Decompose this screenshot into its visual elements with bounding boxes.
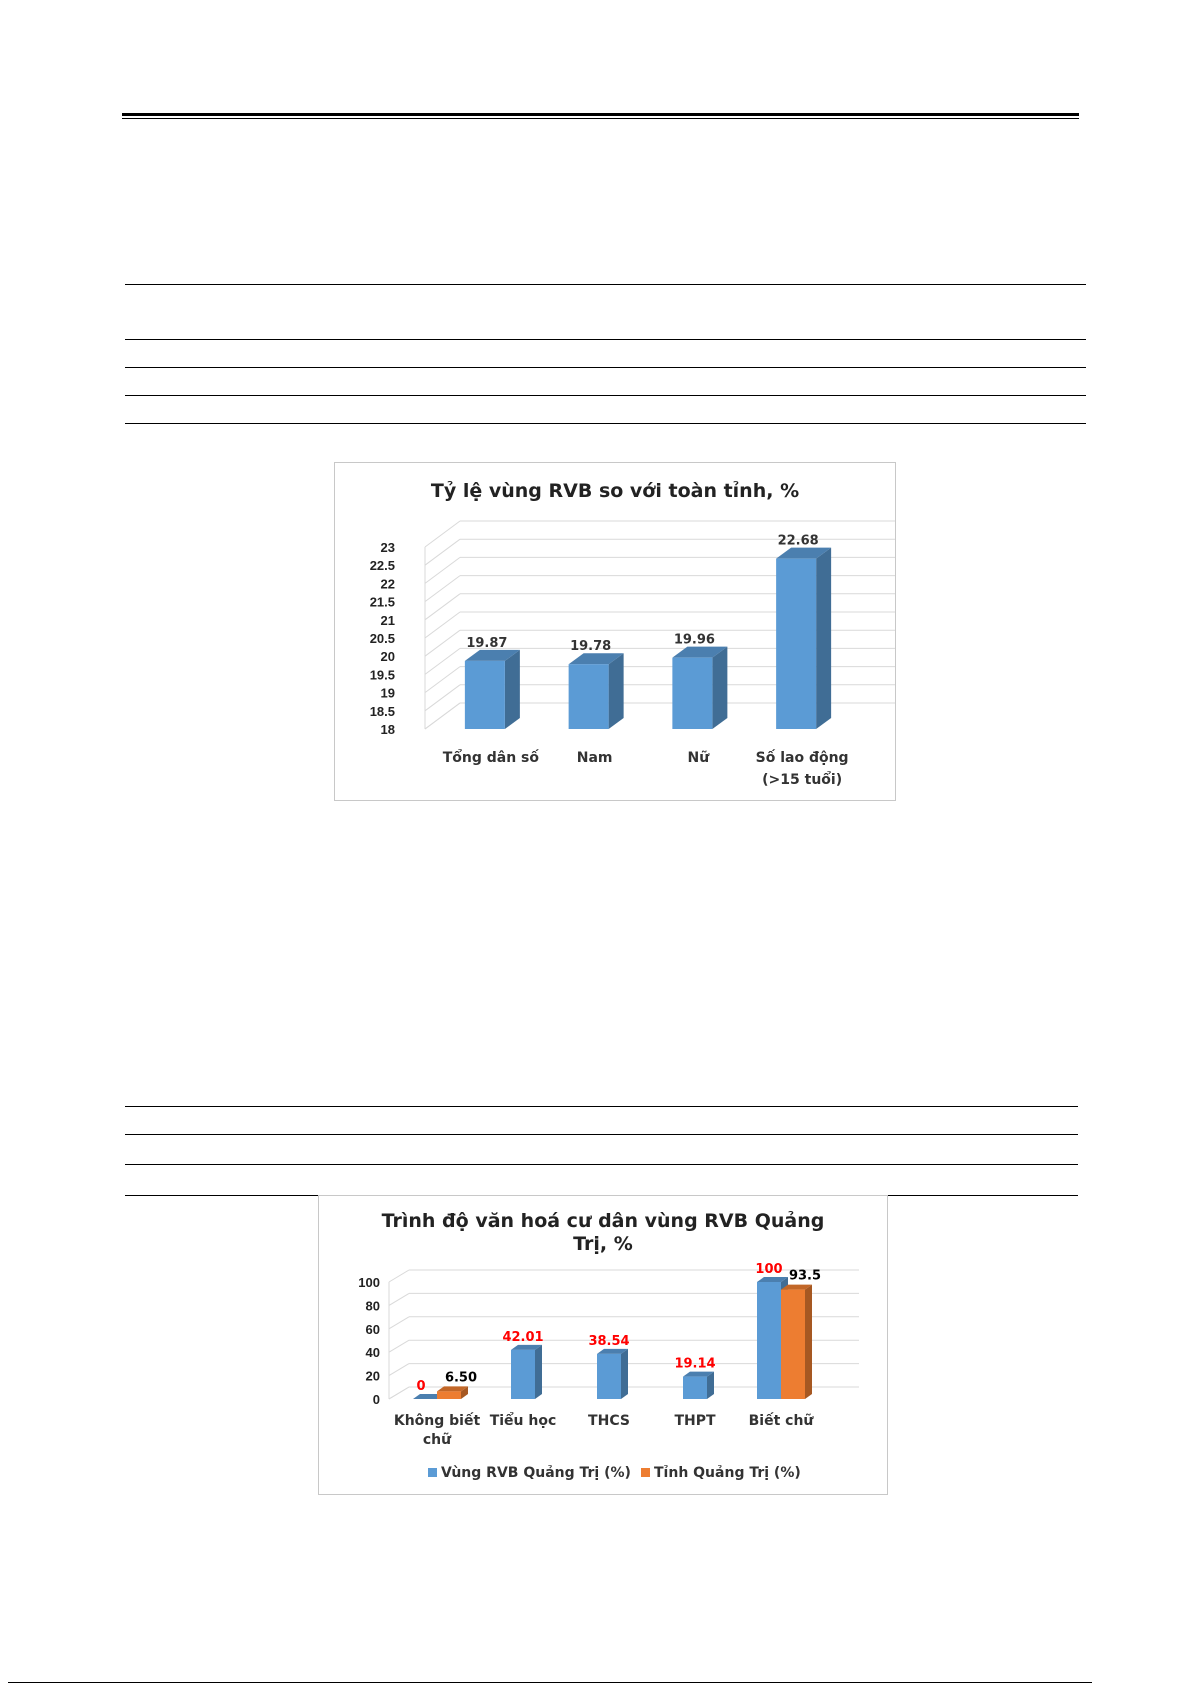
x-category-label: Nữ: [687, 750, 710, 766]
y-tick-label: 40: [365, 1345, 380, 1361]
y-tick-label: 18: [380, 722, 395, 737]
x-category-label: Tiểu học: [489, 1413, 557, 1429]
chart-education-level-svg: [319, 1196, 887, 1494]
y-tick-label: 20: [380, 649, 395, 665]
x-category-label: THPT: [674, 1413, 716, 1429]
chart-population-ratio-svg: [335, 463, 895, 800]
footer-rule: [8, 1682, 1092, 1683]
chart-population-ratio: [334, 462, 896, 801]
table-rule: [125, 1164, 1078, 1165]
gridline-depth: [389, 1293, 409, 1305]
data-label-province: 93.5: [788, 1268, 822, 1284]
y-tick-label: 20.5: [369, 631, 395, 646]
x-category-label: THCS: [588, 1413, 630, 1429]
data-label-rvb: 42.01: [502, 1329, 544, 1345]
bar: [465, 650, 520, 729]
x-category-label: (>15 tuổi): [762, 772, 843, 788]
x-category-label: chữ: [422, 1432, 452, 1448]
bar-rvb: [597, 1349, 628, 1399]
y-tick-label: 18.5: [369, 703, 395, 719]
x-category-label: Biết chữ: [748, 1413, 814, 1429]
data-label-rvb: 0: [416, 1379, 426, 1394]
data-label-rvb: 19.14: [674, 1356, 716, 1372]
gridline-depth: [389, 1270, 409, 1282]
bar: [569, 653, 624, 729]
y-tick-label: 21: [380, 612, 395, 628]
chart-education-level: [318, 1195, 888, 1495]
legend-swatch-province: [641, 1468, 650, 1477]
header-rule-thin: [122, 118, 1079, 119]
y-tick-label: 21.5: [369, 594, 395, 610]
legend-label-province: Tỉnh Quảng Trị (%): [654, 1465, 801, 1481]
x-category-label: Tổng dân số: [442, 750, 540, 766]
table-rule: [125, 395, 1086, 396]
x-category-label: Nam: [576, 750, 613, 766]
y-tick-label: 23: [380, 540, 395, 555]
y-tick-label: 22.5: [369, 558, 395, 574]
table-rule: [125, 367, 1086, 368]
header-rule-thick: [122, 113, 1079, 116]
y-tick-label: 0: [372, 1392, 380, 1407]
y-tick-label: 100: [358, 1275, 380, 1290]
table-rule: [125, 339, 1086, 340]
data-label-rvb: 100: [755, 1262, 783, 1277]
x-category-label: Số lao động: [755, 750, 849, 766]
bar-rvb: [683, 1372, 714, 1399]
table-rule: [125, 1106, 1078, 1107]
data-label: 19.78: [570, 639, 612, 655]
legend-swatch-rvb: [428, 1468, 437, 1477]
bar: [776, 548, 831, 729]
y-tick-label: 22: [380, 576, 395, 592]
y-tick-label: 19.5: [369, 667, 395, 683]
bar: [672, 647, 727, 729]
y-tick-label: 80: [365, 1298, 380, 1314]
table-rule: [125, 1134, 1078, 1135]
data-label-province: 6.50: [444, 1370, 478, 1386]
gridline-depth: [389, 1317, 409, 1329]
floor-line: [389, 1387, 409, 1399]
chart-title: Tỷ lệ vùng RVB so với toàn tỉnh, %: [430, 480, 800, 502]
bar-province: [781, 1285, 812, 1399]
bar-rvb: [511, 1345, 542, 1399]
y-tick-label: 19: [380, 685, 395, 701]
y-tick-label: 60: [365, 1321, 380, 1337]
table-rule: [125, 423, 1086, 424]
y-tick-label: 20: [365, 1368, 380, 1384]
chart-title-line-1: Trình độ văn hoá cư dân vùng RVB Quảng: [381, 1210, 825, 1232]
table-rule: [125, 284, 1086, 285]
data-label-rvb: 38.54: [588, 1333, 630, 1349]
data-label: 19.96: [673, 632, 715, 648]
bar-province: [437, 1386, 468, 1399]
gridline-depth: [389, 1364, 409, 1376]
chart-title-line-2: Trị, %: [573, 1233, 633, 1255]
legend-label-rvb: Vùng RVB Quảng Trị (%): [441, 1465, 631, 1481]
data-label: 22.68: [777, 533, 819, 549]
gridline-depth: [389, 1340, 409, 1352]
data-label: 19.87: [466, 635, 508, 651]
x-category-label: Không biết: [393, 1413, 481, 1429]
